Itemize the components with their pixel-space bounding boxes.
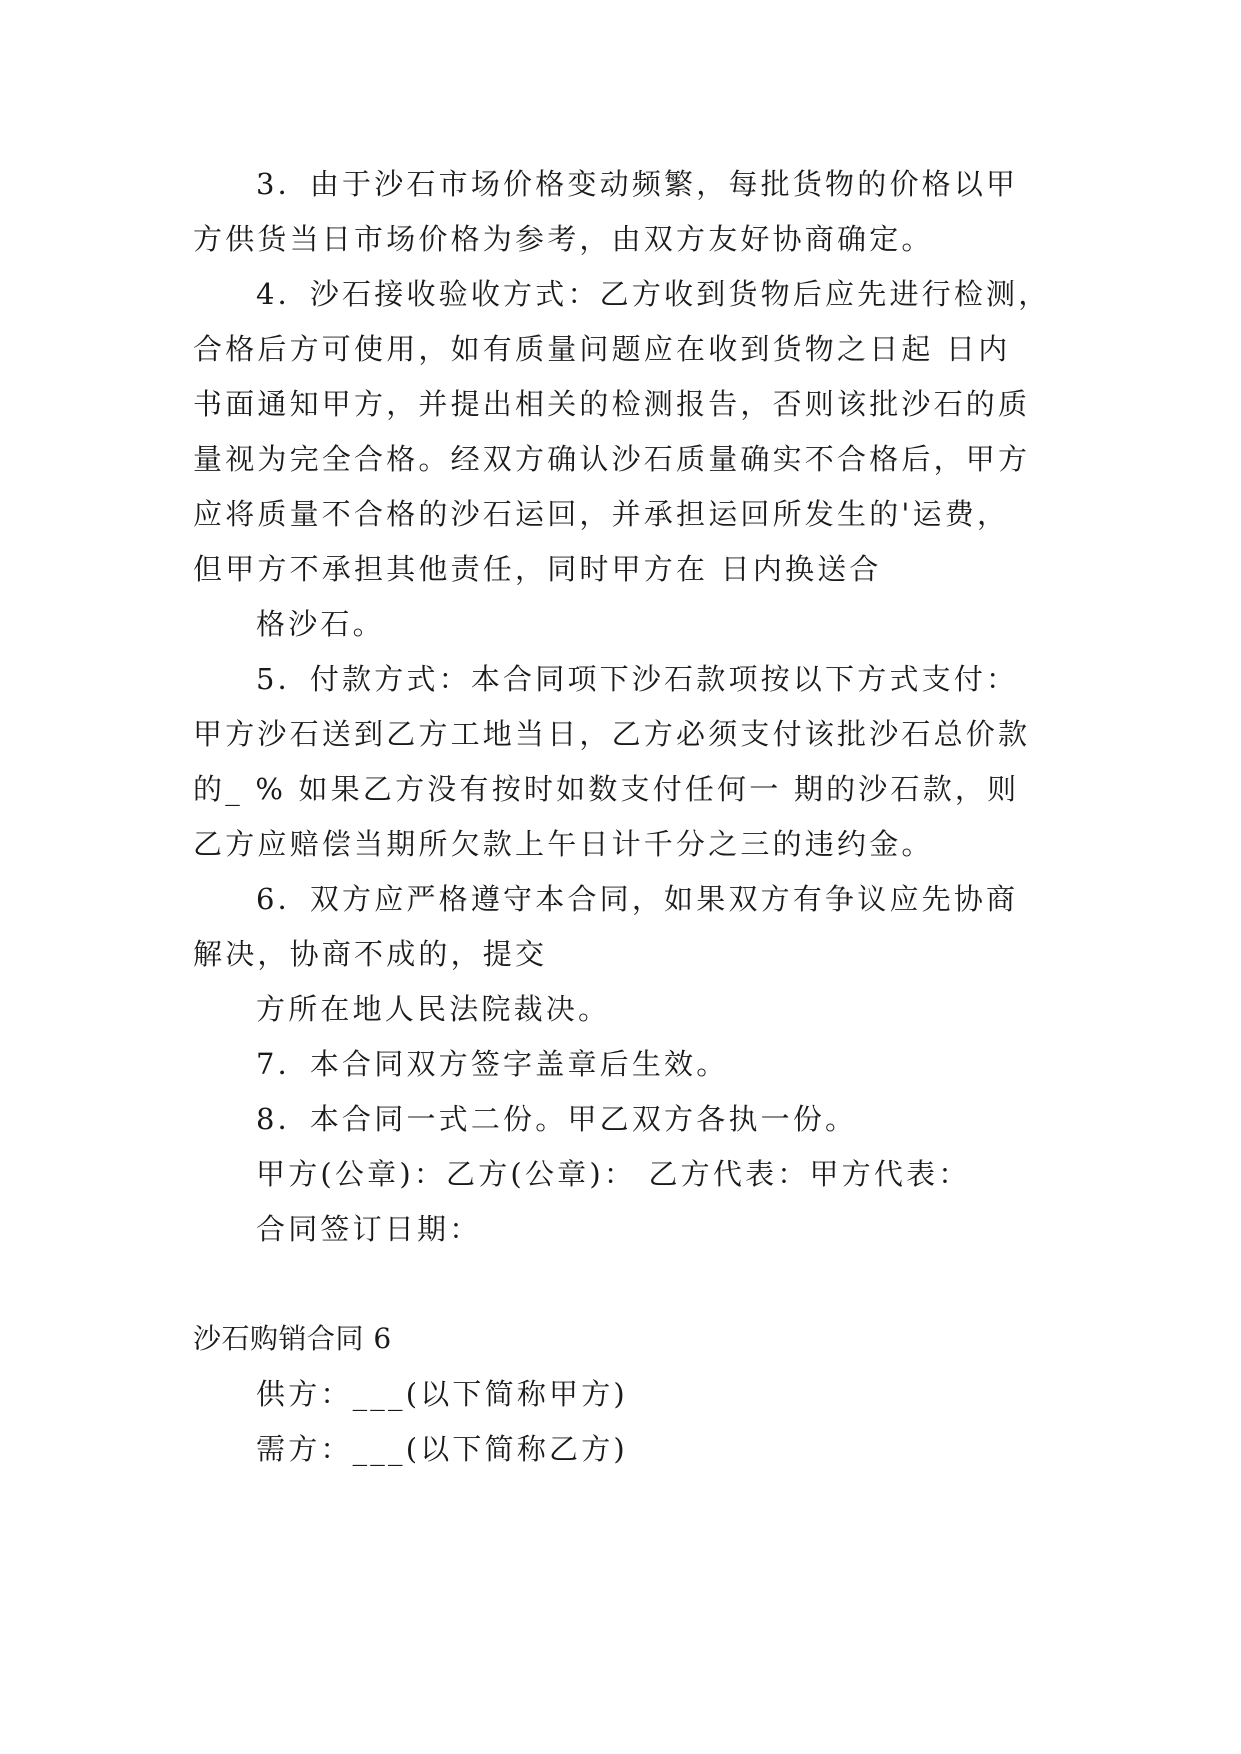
- signing-date-line: 合同签订日期：: [256, 1212, 482, 1246]
- supplier-line: 供方：___(以下简称甲方): [256, 1377, 628, 1411]
- clause-3-line-2: 方供货当日市场价格为参考，由双方友好协商确定。: [193, 222, 934, 256]
- clause-5-line-3: 的_ % 如果乙方没有按时如数支付任何一 期的沙石款，则: [193, 772, 1020, 806]
- clause-4-line-6: 但甲方不承担其他责任，同时甲方在 日内换送合: [193, 552, 882, 586]
- clause-6-line-1: 6．双方应严格遵守本合同，如果双方有争议应先协商: [256, 882, 1019, 916]
- clause-3-line-1: 3．由于沙石市场价格变动频繁，每批货物的价格以甲: [256, 167, 1019, 201]
- clause-5-line-2: 甲方沙石送到乙方工地当日，乙方必须支付该批沙石总价款: [193, 717, 1031, 751]
- clause-4-line-2: 合格后方可使用，如有质量问题应在收到货物之日起 日内: [193, 332, 1011, 366]
- clause-6-line-2: 解决，协商不成的，提交: [193, 937, 548, 971]
- clause-4-line-7: 格沙石。: [256, 607, 385, 641]
- clause-5-line-1: 5．付款方式：本合同项下沙石款项按以下方式支付：: [256, 662, 1019, 696]
- clause-6-line-3: 方所在地人民法院裁决。: [256, 992, 611, 1026]
- clause-4-line-1: 4．沙石接收验收方式：乙方收到货物后应先进行检测，: [256, 277, 1051, 311]
- clause-7-line: 7．本合同双方签字盖章后生效。: [256, 1047, 729, 1081]
- clause-8-line: 8．本合同一式二份。甲乙双方各执一份。: [256, 1102, 858, 1136]
- clause-5-line-4: 乙方应赔偿当期所欠款上午日计千分之三的违约金。: [193, 827, 934, 861]
- buyer-line: 需方：___(以下简称乙方): [256, 1432, 628, 1466]
- clause-4-line-4: 量视为完全合格。经双方确认沙石质量确实不合格后，甲方: [193, 442, 1031, 476]
- contract-title: 沙石购销合同 6: [193, 1322, 392, 1355]
- clause-4-line-3: 书面通知甲方，并提出相关的检测报告，否则该批沙石的质: [193, 387, 1031, 421]
- signature-line: 甲方(公章)：乙方(公章)： 乙方代表：甲方代表：: [256, 1157, 971, 1191]
- clause-4-line-5: 应将质量不合格的沙石运回，并承担运回所发生的'运费，: [193, 497, 1010, 531]
